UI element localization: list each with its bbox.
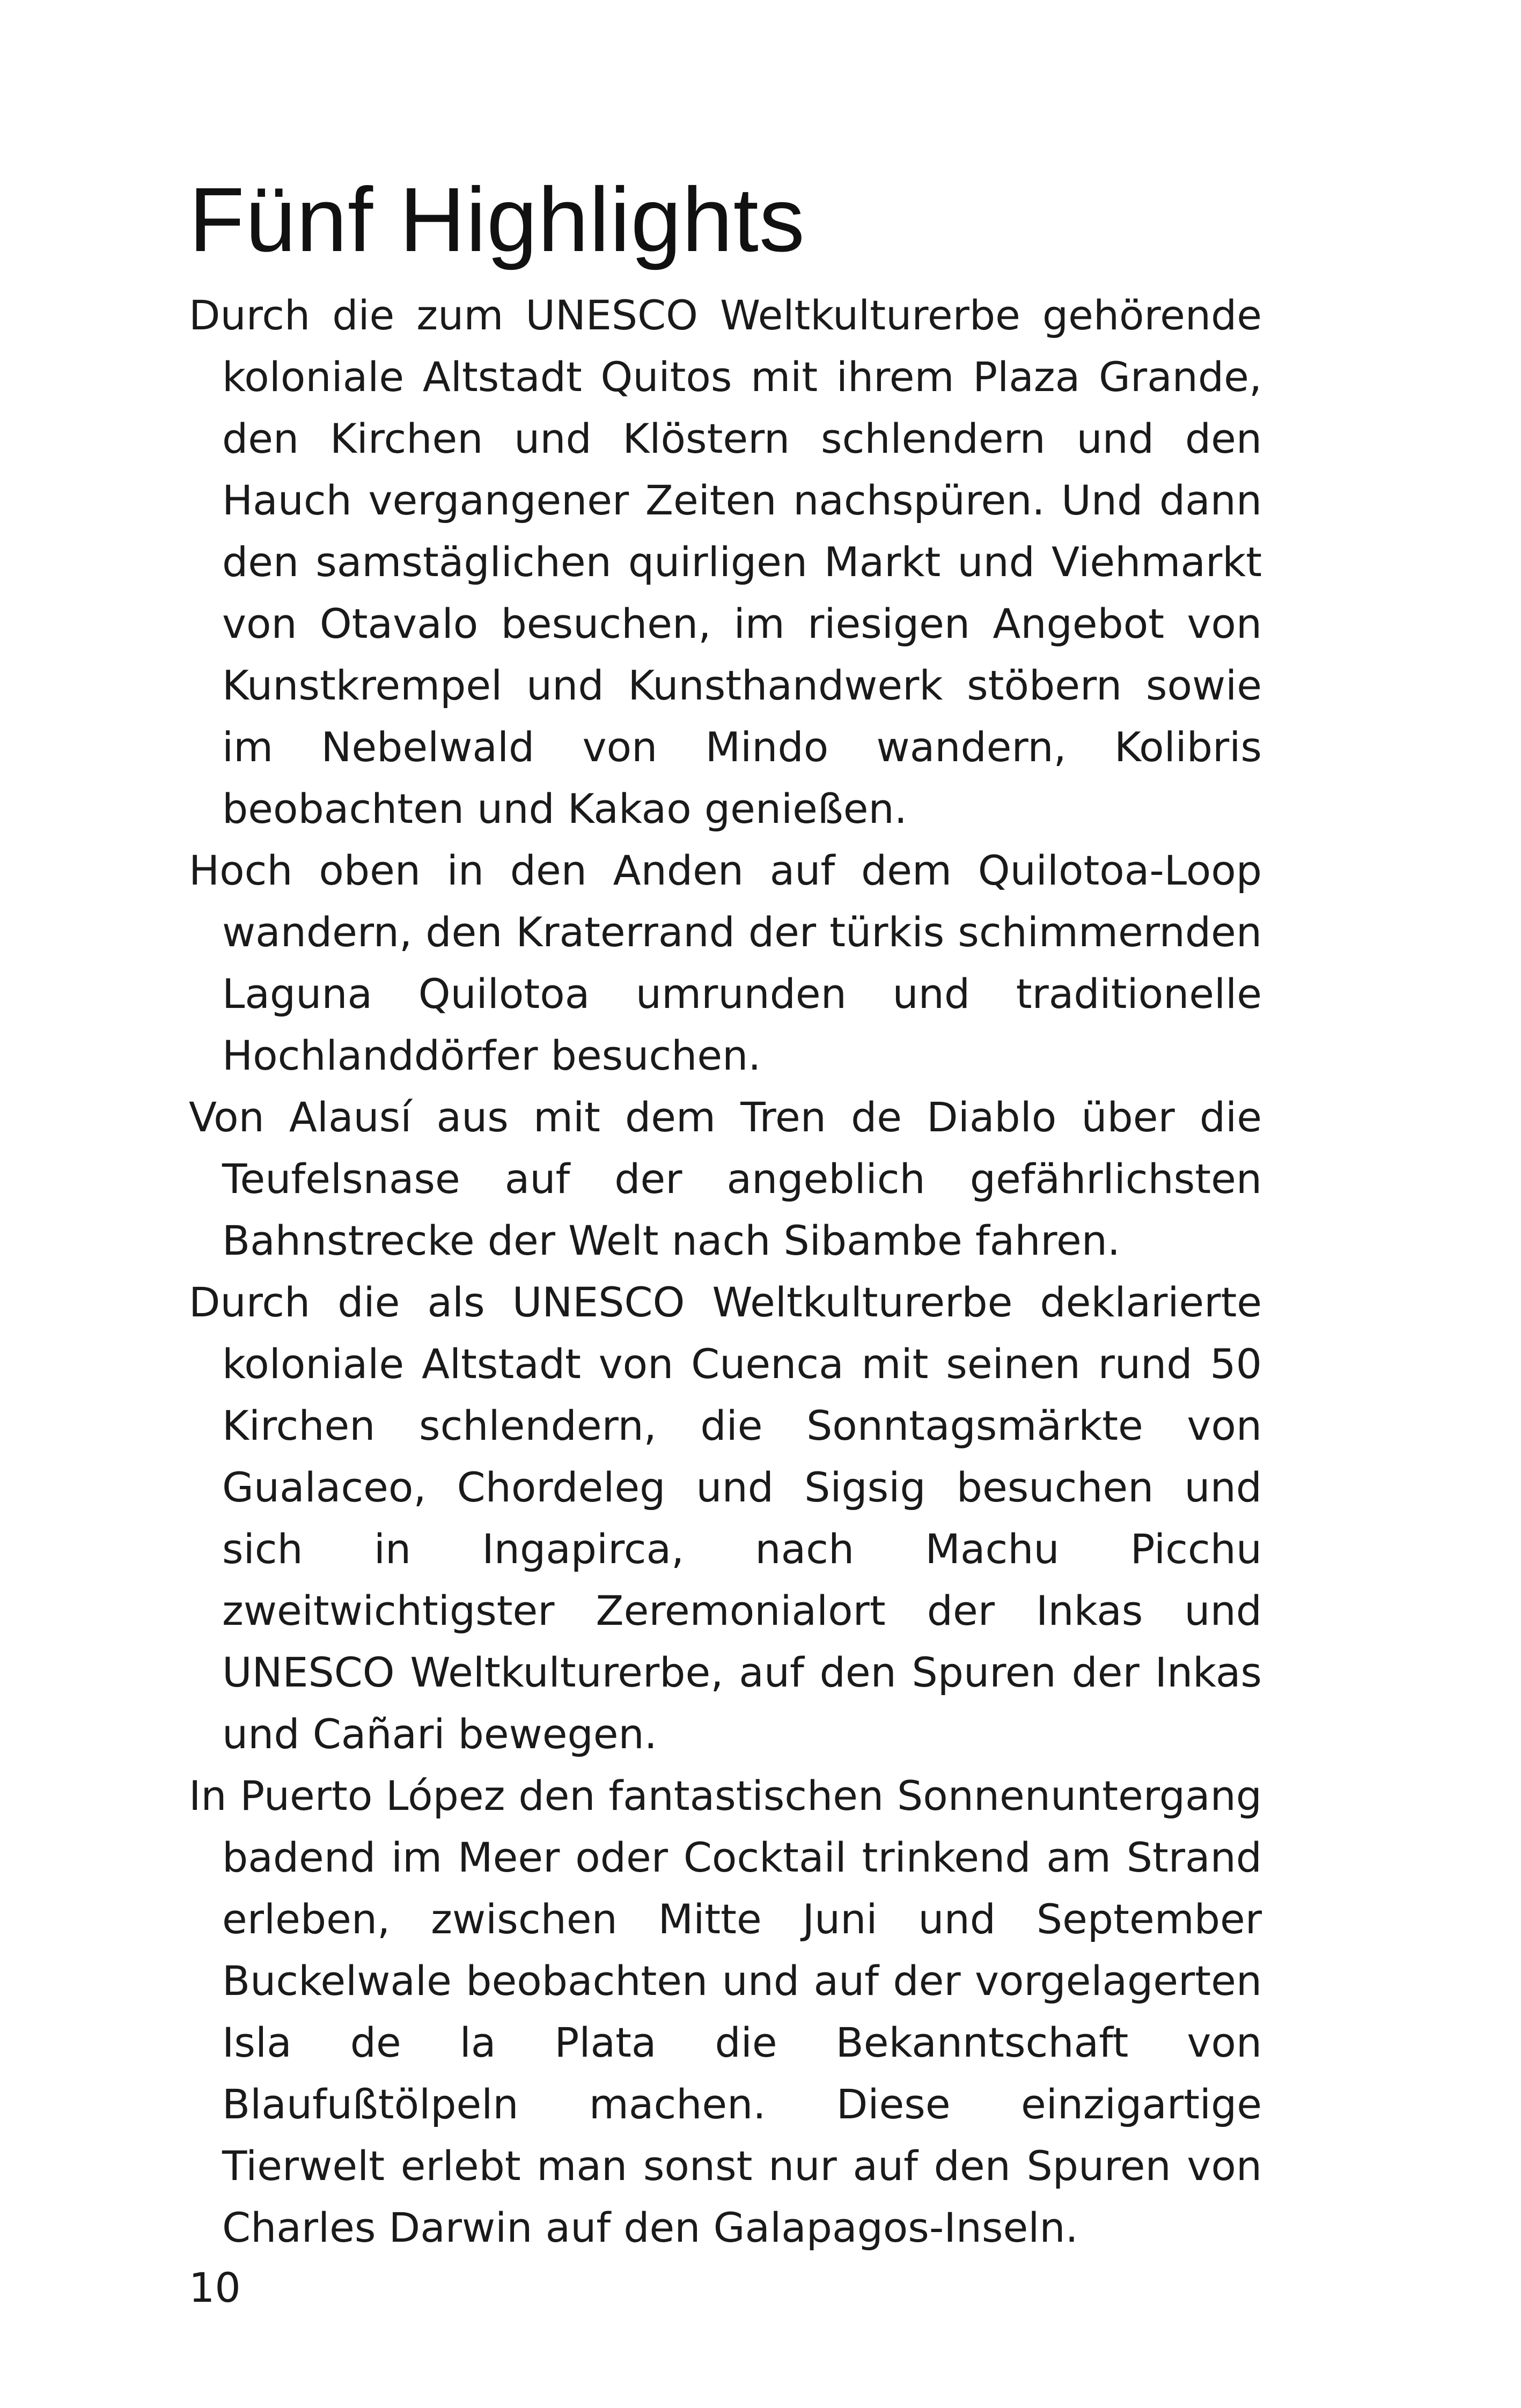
highlight-cuenca-ingapirca: Durch die als UNESCO Weltkulturerbe deklarierte koloniale Altstadt von Cuenca mit seinen rund 50 Kirchen schlendern, die Sonntagsmärkte von Gualaceo, Chordeleg und Sigsig besuchen und sich in Ingapirca, nach Machu Picchu zweitwichtigster Zeremonialort der Inkas und UNESCO Weltkulturerbe, auf den Spuren der Inkas und Cañari bewegen. <box>189 1278 1262 1758</box>
page-title: Fünf Highlights <box>189 169 805 271</box>
highlight-tren-de-diablo: Von Alausí aus mit dem Tren de Diablo über die Teufelsnase auf der angeblich gefährlichsten Bahnstrecke der Welt nach Sibambe fahren. <box>189 1093 1262 1264</box>
page-number: 10 <box>189 2264 241 2311</box>
highlight-quito-otavalo-mindo: Durch die zum UNESCO Weltkulturerbe gehörende koloniale Altstadt Quitos mit ihrem Plaza Grande, den Kirchen und Klöstern schlendern und den Hauch vergangener Zeiten nachspüren. Und dann den samstäglichen quirligen Markt und Viehmarkt von Otavalo besuchen, im riesigen Angebot von Kunstkrempel und Kunsthandwerk stöbern sowie im Nebelwald von Mindo wandern, Kolibris beobachten und Kakao genießen. <box>189 291 1262 833</box>
highlight-puerto-lopez: In Puerto López den fantastischen Sonnenuntergang badend im Meer oder Cocktail trinkend am Strand erleben, zwischen Mitte Juni und September Buckelwale beobachten und auf der vorgelagerten Isla de la Plata die Bekanntschaft von Blaufußtölpeln machen. Diese einzigartige Tierwelt erlebt man sonst nur auf den Spuren von Charles Darwin auf den Galapagos-Inseln. <box>189 1772 1262 2251</box>
page-content <box>189 156 1262 2258</box>
highlight-quilotoa-loop: Hoch oben in den Anden auf dem Quilotoa-Loop wandern, den Kraterrand der türkis schimmernden Laguna Quilotoa umrunden und traditionelle Hochlanddörfer besuchen. <box>189 846 1262 1079</box>
highlights-list <box>189 284 1262 2258</box>
